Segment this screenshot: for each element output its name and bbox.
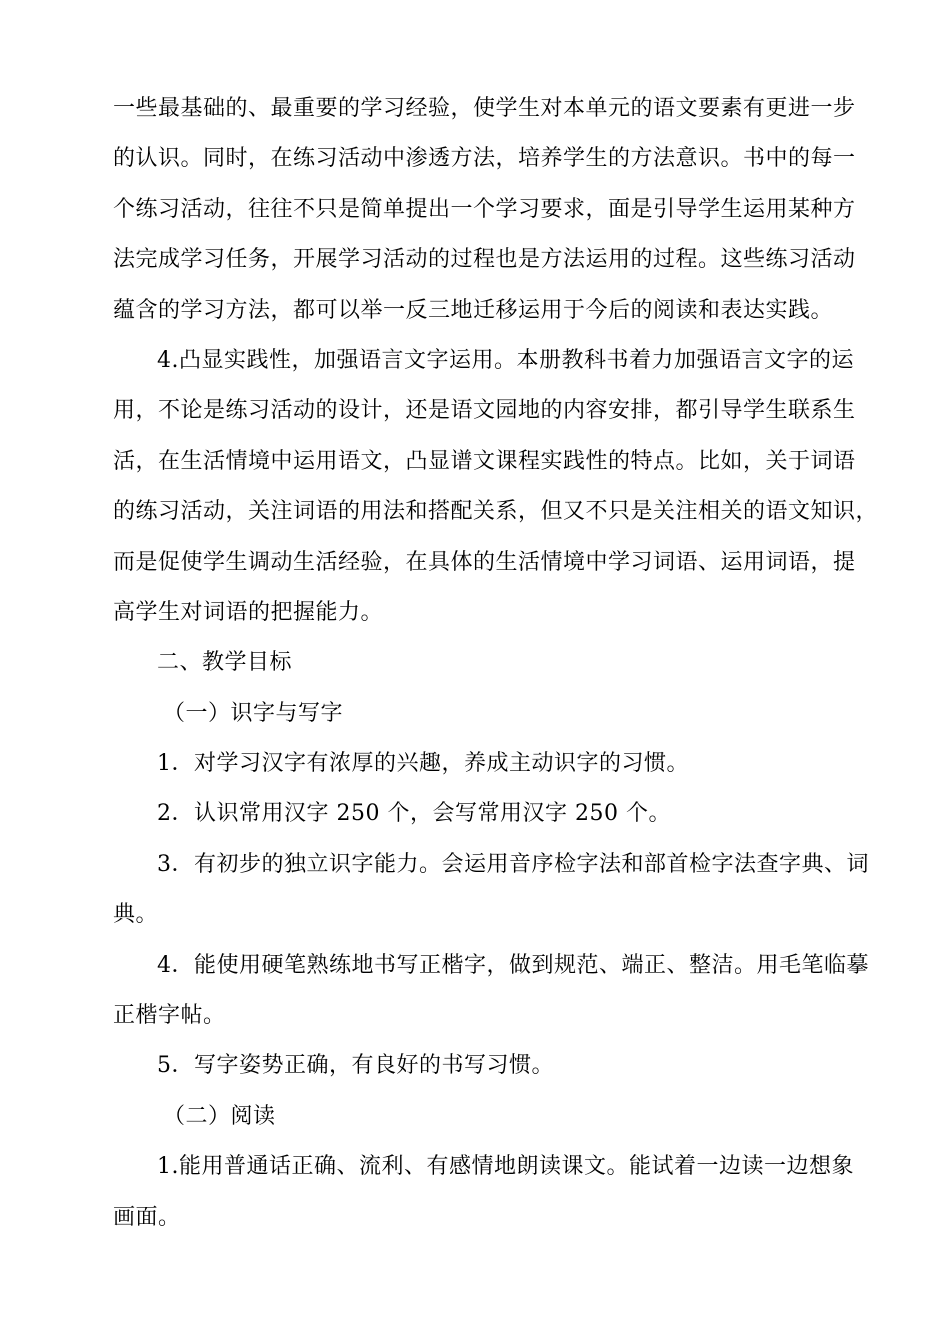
subheading-literacy-writing: （一）识字与写字 bbox=[163, 700, 344, 726]
list-item: 1.能用普通话正确、流利、有感情地朗读课文。能试着一边读一边想象 bbox=[157, 1154, 854, 1180]
text-line: 用，不论是练习活动的设计，还是语文园地的内容安排，都引导学生联系生 bbox=[113, 398, 856, 424]
text-line: 而是促使学生调动生活经验，在具体的生活情境中学习词语、运用词语，提 bbox=[113, 549, 856, 575]
list-reading bbox=[113, 1142, 853, 1243]
list-item-continuation: 画面。 bbox=[113, 1204, 181, 1230]
text-line: 的认识。同时，在练习活动中渗透方法，培养学生的方法意识。书中的每一 bbox=[113, 146, 856, 172]
text-line: 一些最基础的、最重要的学习经验，使学生对本单元的语文要素有更进一步 bbox=[113, 96, 856, 121]
list-item: 5．写字姿势正确，有良好的书写习惯。 bbox=[157, 1053, 554, 1079]
document-page bbox=[113, 84, 879, 1243]
list-item: 3．有初步的独立识字能力。会运用音序检字法和部首检字法查字典、词 bbox=[157, 851, 869, 877]
paragraph-learning-experience bbox=[113, 84, 856, 336]
text-line: 个练习活动，往往不只是简单提出一个学习要求，面是引导学生运用某种方 bbox=[113, 196, 856, 222]
text-line: 高学生对词语的把握能力。 bbox=[113, 599, 384, 625]
subheading-reading: （二）阅读 bbox=[163, 1103, 276, 1129]
paragraph-practicality bbox=[113, 336, 879, 638]
list-item: 4．能使用硬笔熟练地书写正楷字，做到规范、端正、整洁。用毛笔临摹 bbox=[157, 952, 869, 978]
list-item: 1．对学习汉字有浓厚的兴趣，养成主动识字的习惯。 bbox=[157, 751, 689, 777]
text-line: 4.凸显实践性，加强语言文字运用。本册教科书着力加强语言文字的运 bbox=[157, 347, 854, 373]
list-literacy-writing bbox=[113, 739, 869, 1092]
text-line: 法完成学习任务，开展学习活动的过程也是方法运用的过程。这些练习活动 bbox=[113, 247, 856, 273]
text-line: 活，在生活情境中运用语文，凸显谱文课程实践性的特点。比如，关于词语 bbox=[113, 448, 856, 474]
text-line: 蕴含的学习方法，都可以举一反三地迁移运用于今后的阅读和表达实践。 bbox=[113, 297, 834, 323]
list-item: 2．认识常用汉字 250 个，会写常用汉字 250 个。 bbox=[157, 801, 671, 827]
list-item-continuation: 正楷字帖。 bbox=[113, 1003, 226, 1029]
section-heading-teaching-goals: 二、教学目标 bbox=[157, 650, 293, 676]
text-line: 的练习活动，关注词语的用法和搭配关系，但又不只是关注相关的语文知识， bbox=[113, 499, 879, 525]
list-item-continuation: 典。 bbox=[113, 902, 159, 928]
